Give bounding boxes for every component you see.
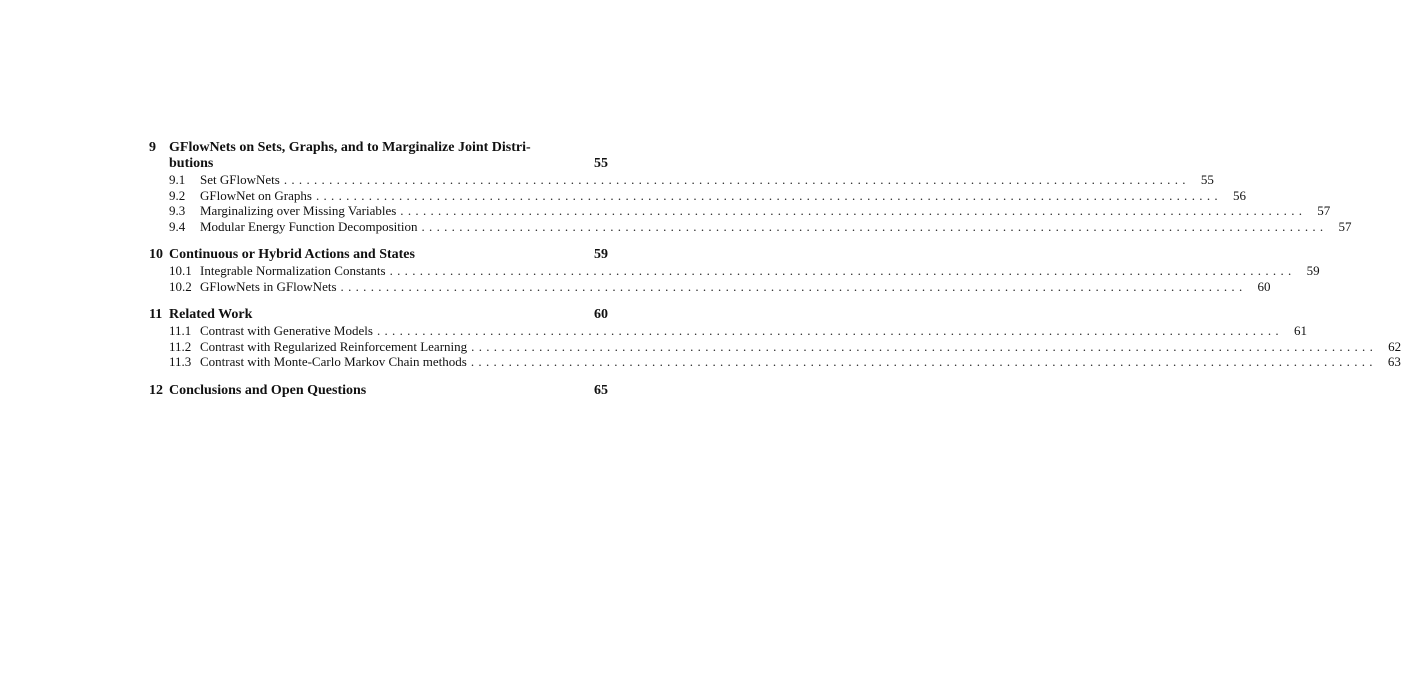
subsection-number: 10.1 <box>169 263 192 278</box>
toc-section-11 <box>149 307 1401 370</box>
dot-leader: ........................................................................................................................ <box>376 323 1283 338</box>
subsection-number: 11.1 <box>169 323 192 338</box>
subsection-title: GFlowNet on Graphs <box>200 187 312 203</box>
section-title: Related Work <box>169 307 253 322</box>
subsection-page-number: 57 <box>1338 218 1352 234</box>
toc-subsection-entry[interactable] <box>149 172 1214 188</box>
subsection-title: Integrable Normalization Constants <box>200 263 386 278</box>
toc-section-heading[interactable] <box>149 140 608 172</box>
section-page-number: 60 <box>594 307 608 322</box>
toc-section-heading[interactable] <box>149 307 608 323</box>
subsection-page-number: 62 <box>1388 338 1401 354</box>
section-page-number: 55 <box>594 156 608 171</box>
subsection-number: 9.3 <box>169 203 186 218</box>
subsection-number: 9.2 <box>169 187 186 203</box>
dot-leader: ........................................................................................................................ <box>340 278 1247 294</box>
section-number: 9 <box>149 140 156 155</box>
toc-subsection-entry[interactable] <box>149 338 1401 355</box>
dot-leader: ........................................................................................................................ <box>283 172 1190 187</box>
toc-subsection-entry[interactable] <box>149 323 1307 339</box>
toc-section-10 <box>149 247 1320 294</box>
subsection-number: 9.1 <box>169 172 186 187</box>
subsection-title: Set GFlowNets <box>200 172 280 187</box>
toc-subsection-entry[interactable] <box>149 278 1271 295</box>
subsection-number: 10.2 <box>169 278 192 294</box>
toc-section-heading[interactable] <box>149 383 608 399</box>
section-page-number: 59 <box>594 247 608 262</box>
toc-subsection-entry[interactable] <box>149 203 1331 219</box>
subsection-title: Modular Energy Function Decomposition <box>200 218 418 234</box>
section-page-number: 65 <box>594 382 608 398</box>
toc-subsection-entry[interactable] <box>149 354 1401 370</box>
subsection-page-number: 57 <box>1317 203 1331 218</box>
subsection-page-number: 56 <box>1232 187 1246 203</box>
subsection-number: 11.2 <box>169 338 192 354</box>
subsection-page-number: 59 <box>1306 263 1320 278</box>
toc-section-12 <box>149 383 608 399</box>
subsection-title: GFlowNets in GFlowNets <box>200 278 337 294</box>
toc-section-heading[interactable] <box>149 247 608 263</box>
section-number: 10 <box>149 247 163 262</box>
subsection-title: Marginalizing over Missing Variables <box>200 203 397 218</box>
dot-leader: ........................................................................................................................ <box>400 203 1307 218</box>
dot-leader: ........................................................................................................................ <box>315 187 1222 203</box>
subsection-title: Contrast with Generative Models <box>200 323 373 338</box>
toc-subsection-entry[interactable] <box>149 218 1352 235</box>
dot-leader: ........................................................................................................................ <box>471 338 1378 354</box>
dot-leader: ........................................................................................................................ <box>389 263 1296 278</box>
subsection-page-number: 60 <box>1257 278 1271 294</box>
subsection-number: 9.4 <box>169 218 186 234</box>
section-number: 11 <box>149 307 163 322</box>
section-title: Continuous or Hybrid Actions and States <box>169 247 415 262</box>
dot-leader: ........................................................................................................................ <box>470 354 1377 369</box>
subsection-number: 11.3 <box>169 354 192 369</box>
dot-leader: ........................................................................................................................ <box>421 218 1328 234</box>
subsection-page-number: 55 <box>1200 172 1214 187</box>
subsection-title: Contrast with Regularized Reinforcement Learning <box>200 338 468 354</box>
subsection-page-number: 63 <box>1387 354 1401 369</box>
table-of-contents <box>149 140 1401 412</box>
toc-subsection-entry[interactable] <box>149 187 1246 204</box>
section-title: GFlowNets on Sets, Graphs, and to Marginalize Joint Distri- butions <box>169 140 531 171</box>
section-number: 12 <box>149 382 163 398</box>
subsection-page-number: 61 <box>1293 323 1307 338</box>
section-title: Conclusions and Open Questions <box>169 382 367 398</box>
toc-section-9 <box>149 140 1352 234</box>
subsection-title: Contrast with Monte-Carlo Markov Chain methods <box>200 354 467 369</box>
toc-subsection-entry[interactable] <box>149 263 1320 279</box>
